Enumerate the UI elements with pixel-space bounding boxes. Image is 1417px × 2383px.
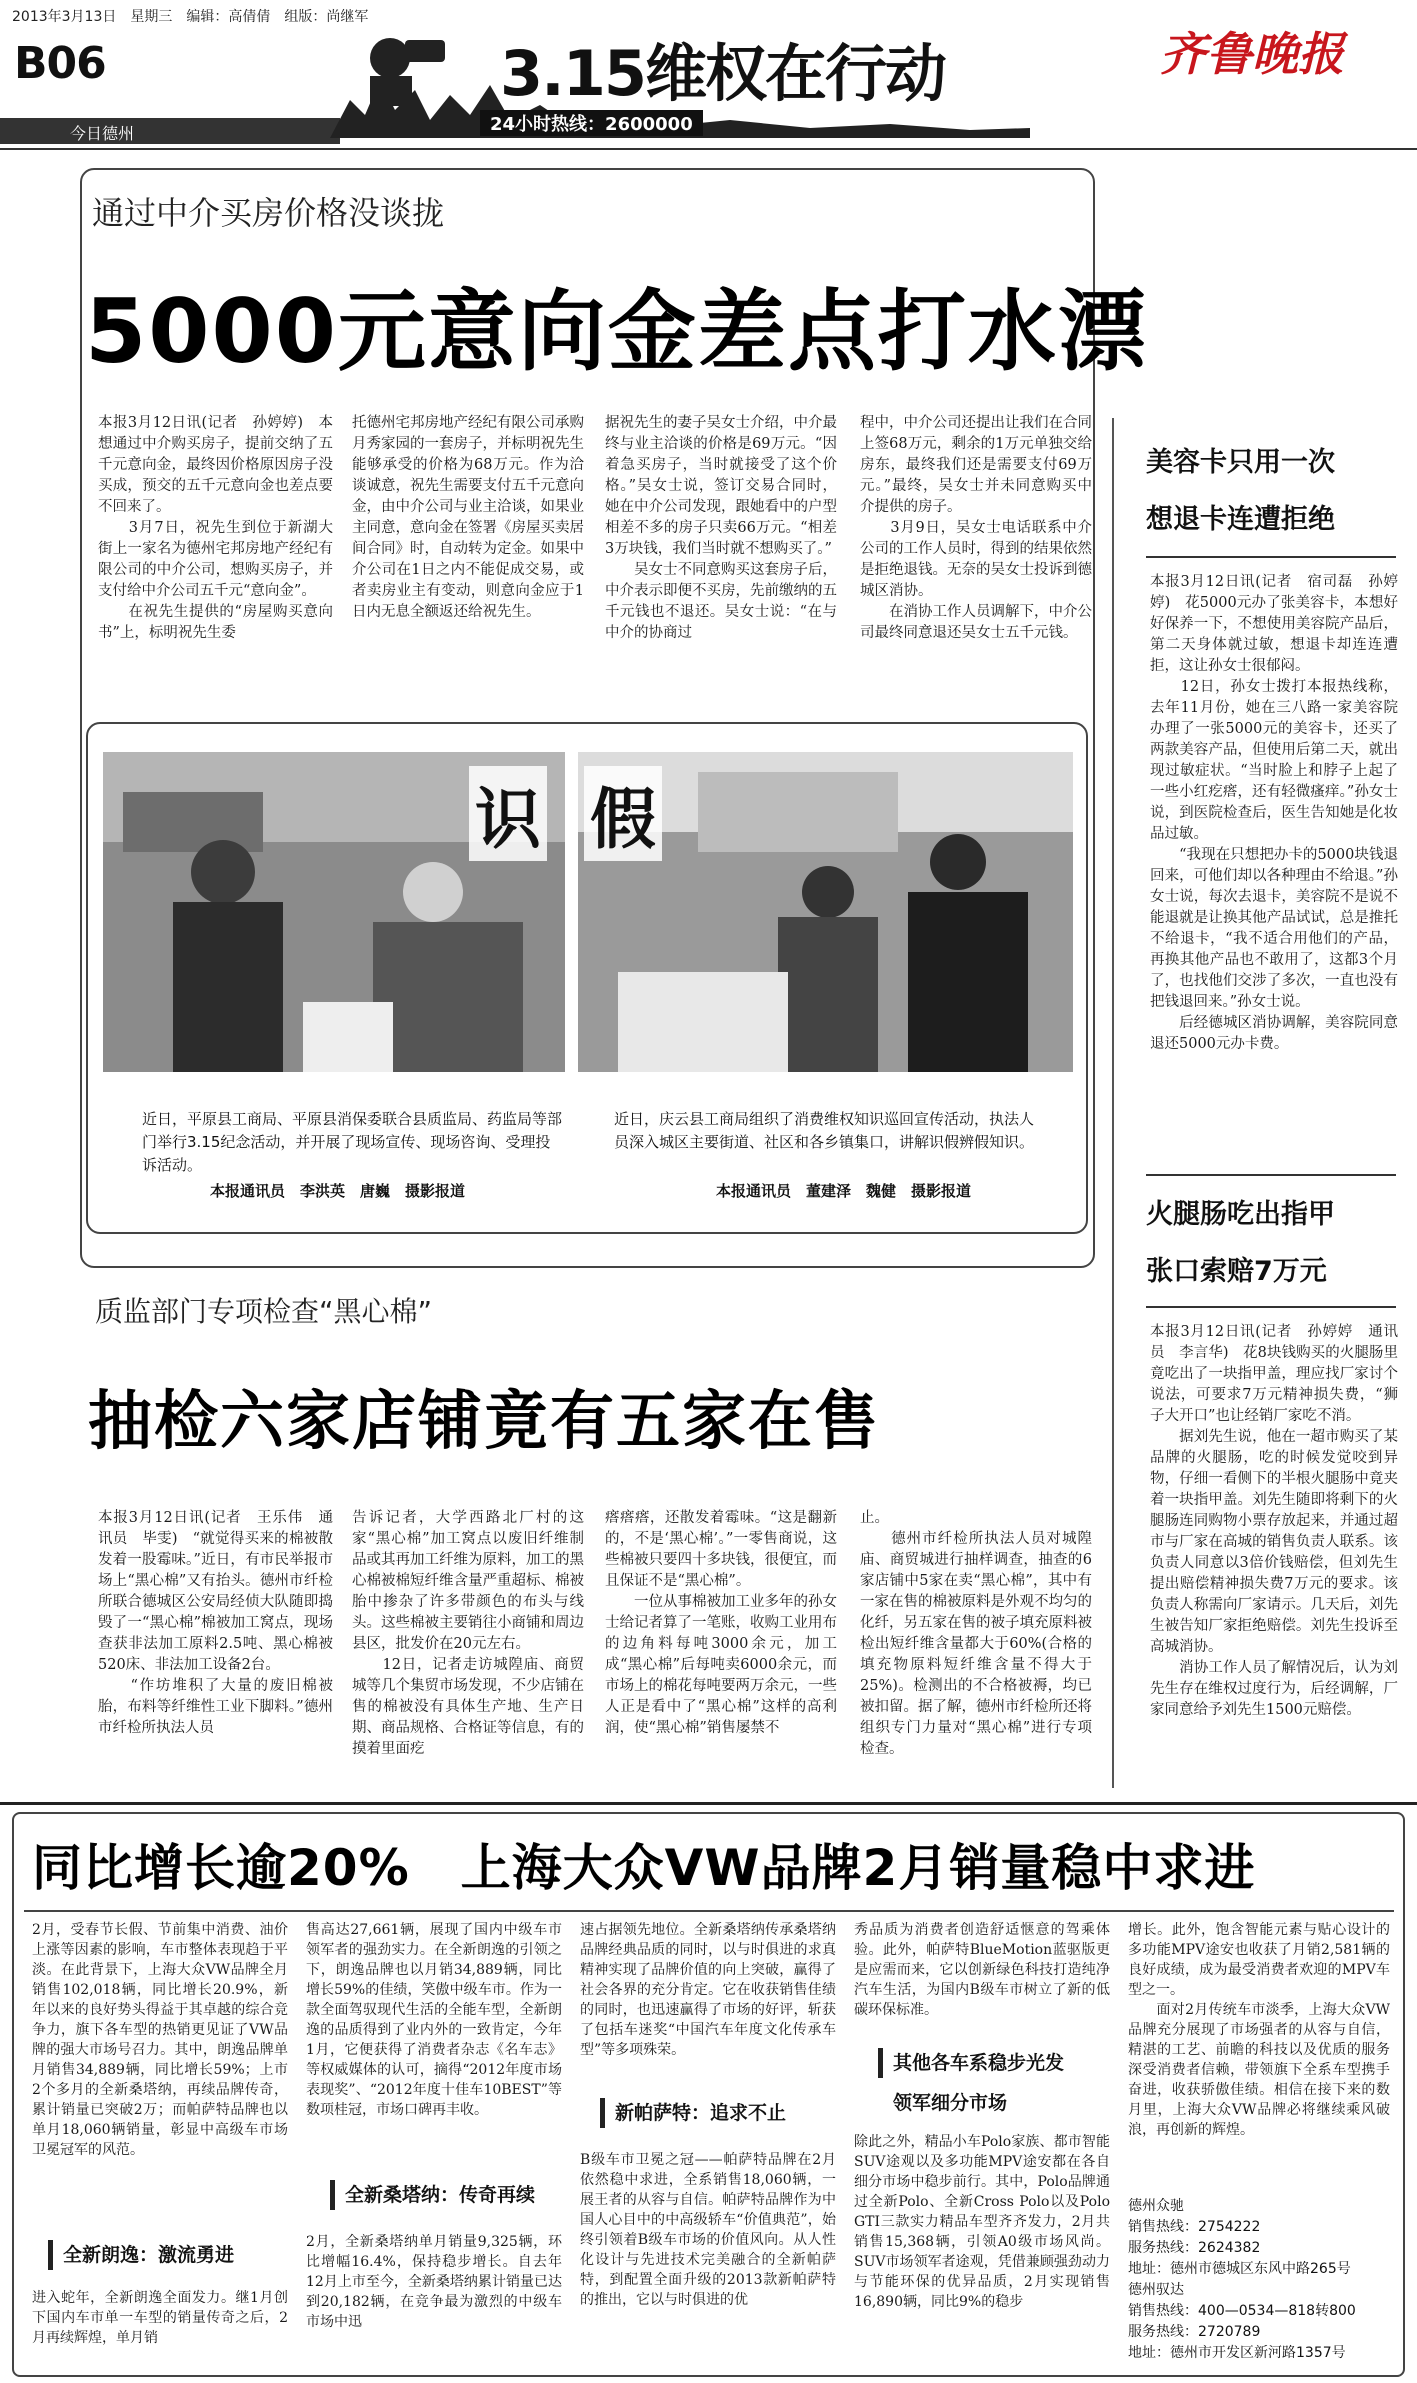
dealer-contacts: 德州众驰 销售热线：2754222 服务热线：2624382 地址：德州市德城区东风中路265号 德州驭达 销售热线：400—0534—818转800 服务热线：2720789 地址：德州市开发区新河路1357号: [1128, 2198, 1356, 2361]
story3-subhead4-line1: 其他各车系稳步光发: [878, 2048, 1064, 2078]
story2-col1: 本报3月12日讯(记者 王乐伟 通讯员 毕雯) “就觉得买来的棉被散发着一股霉味。”近日，有市民举报市场上“黑心棉”又有抬头。德州市纤检所联合德城区公安局经侦大队随即捣毁了一“黑心棉”棉被加工窝点，现场查获非法加工原料2.5吨、黑心棉被520床、非法加工设备2台。 “作坊堆积了大量的废旧棉被胎，布料等纤维性工业下脚料。”德州市纤检所执法人员: [98, 1510, 333, 1736]
side1-body: 本报3月12日讯(记者 宿司磊 孙婷婷) 花5000元办了张美容卡，本想好好保养一下，不想使用美容院产品后，第二天身体就过敏，想退卡却连连遭拒，这让孙女士很郁闷。 12日，孙女士拨打本报热线称，去年11月份，她在三八路一家美容院办理了一张5000元的美容卡，还买了两款美容产品，但使用后第二天，就出现过敏症状。“当时脸上和脖子上起了一些小红疙瘩，还有轻微瘙痒。”孙女士说，到医院检查后，医生告知她是化妆品过敏。 “我现在只想把办卡的5000块钱退回来，可他们却以各种理由不给退。”孙女士说，每次去退卡，美容院不是说不能退就是让换其他产品试试，总是推托不给退卡，“我不适合用他们的产品，再换其他产品也不敢用了，这都3个月了，也找他们交涉了多次，一直也没有把钱退回来。”孙女士说。 后经德城区消协调解，美容院同意退还5000元办卡费。: [1150, 574, 1398, 1052]
date-line: 2013年3月13日 星期三 编辑：高倩倩 组版：尚继军: [12, 9, 369, 25]
story3-col4b: 除此之外，精品小车Polo家族、都市智能SUV途观以及多功能MPV途安都在各自细分市场中稳步前行。其中，Polo品牌通过全新Polo、全新Cross Polo以及Polo GTI三款实力精品车型齐齐发力，2月共销售15,368辆，引领A0级市场风尚。SUV市场领军者途观，凭借兼顾强劲动力与节能环保的优异品质，2月实现销售16,890辆，同比9%的稳步: [854, 2134, 1110, 2310]
photo-left: [103, 752, 565, 1072]
story3-col3b: B级车市卫冕之冠——帕萨特品牌在2月依然稳中求进，全系销售18,060辆，一展王者的从容与自信。帕萨特品牌作为中国人心目中的中高级轿车“价值典范”，始终引领着B级车市场的价值风向。从人性化设计与先进技术完美融合的全新帕萨特，到配置全面升级的2013款新帕萨特的推出，它以与时俱进的优: [580, 2152, 836, 2308]
header-divider: [0, 148, 1417, 150]
story2-col2: 告诉记者，大学西路北厂村的这家“黑心棉”加工窝点以废旧纤维制品或其再加工纤维为原料，加工的黑心棉被棉短纤维含量严重超标、棉被胎中掺杂了许多带颜色的布头与线头。这些棉被主要销往小商铺和周边县区，批发价在20元左右。 12日，记者走访城隍庙、商贸城等几个集贸市场发现，不少店铺在售的棉被没有具体生产地、生产日期、商品规格、合格证等信息，有的摸着里面疙: [352, 1510, 584, 1757]
story3-subhead1: 全新朗逸：激流勇进: [48, 2240, 234, 2270]
banner-hotline: 24小时热线：2600000: [480, 110, 703, 136]
story1-col1: 本报3月12日讯(记者 孙婷婷) 本想通过中介购买房子，提前交纳了五千元意向金，最终因价格原因房子没买成，预交的五千元意向金也差点要不回来了。 3月7日，祝先生到位于新湖大街上一家名为德州宅邦房地产经纪有限公司的中介公司，想购买房子，并支付给中介公司五千元“意向金”。 在祝先生提供的“房屋购买意向书”上，标明祝先生委: [98, 415, 333, 641]
side1-rule: [1146, 556, 1396, 558]
photo-credit-right: 本报通讯员 董建泽 魏健 摄影报道: [716, 1182, 972, 1200]
story3-col5: 增长。此外，饱含智能元素与贴心设计的多功能MPV途安也收获了月销2,581辆的良好成绩，成为最受消费者欢迎的MPV车型之一。 面对2月传统车市淡季，上海大众VW品牌充分展现了市场强者的从容与自信，精湛的工艺、前瞻的科技以及优质的服务深受消费者信赖，带领旗下全系车型携手奋进，收获骄傲佳绩。相信在接下来的数月里，上海大众VW品牌必将继续乘风破浪，再创新的辉煌。: [1128, 1922, 1390, 2138]
story3-subhead4-line2: 领军细分市场: [893, 2092, 1008, 2114]
story2-col4: 止。 德州市纤检所执法人员对城隍庙、商贸城进行抽样调查，抽查的6家店铺中5家在卖“黑心棉”，其中有一家在售的棉被原料是外观不均匀的化纤，另五家在售的被子填充原料被检出短纤维含量都大于60%(合格的填充物原料短纤维含量不得大于25%)。检测出的不合格被褥，均已被扣留。据了解，德州市纤检所还将组织专门力量对“黑心棉”进行专项检查。: [860, 1510, 1092, 1757]
side1-title-line2: 想退卡连遭拒绝: [1146, 504, 1335, 535]
photo-label-right: 假: [584, 766, 662, 861]
section-bar: [0, 118, 340, 144]
story1-headline: 5000元意向金差点打水漂: [85, 280, 1148, 383]
newspaper-logo: 齐鲁晚报: [1160, 27, 1344, 81]
story3-col1b: 进入蛇年，全新朗逸全面发力。继1月创下国内车市单一车型的销量传奇之后，2月再续辉煌，单月销: [32, 2290, 288, 2346]
photo-credit-left: 本报通讯员 李洪英 唐巍 摄影报道: [210, 1182, 466, 1200]
story3-rule-top: [0, 1802, 1417, 1805]
page-number: B06: [14, 38, 106, 89]
story2-col3: 瘩瘩瘩，还散发着霉味。“这是翻新的，不是‘黑心棉’。”一零售商说，这些棉被只要四十多块钱，很便宜，而且保证不是“黑心棉”。 一位从事棉被加工业多年的孙女士给记者算了一笔账，收购工业用布的边角料每吨3000余元，加工成“黑心棉”后每吨卖6000余元，而市场上的棉花每吨要两万余元，一些人正是看中了“黑心棉”这样的高利润，使“黑心棉”销售屡禁不: [605, 1510, 837, 1736]
story3-rule: [24, 1910, 1394, 1912]
story1-col3: 据祝先生的妻子吴女士介绍，中介最终与业主洽谈的价格是69万元。“因着急买房子，当时就接受了这个价格。”吴女士说，签订交易合同时，她在中介公司发现，跟她看中的户型相差不多的房子只卖66万元。“相差3万块钱，我们当时就不想购买了。” 吴女士不同意购买这套房子后，中介表示即便不买房，先前缴纳的五千元钱也不退还。吴女士说：“在与中介的协商过: [605, 415, 837, 641]
story1-col2: 托德州宅邦房地产经纪有限公司承购月秀家园的一套房子，并标明祝先生能够承受的价格为68万元。作为洽谈诚意，祝先生需要支付五千元意向金，由中介公司与业主洽谈，如果业主同意，意向金在签署《房屋买卖居间合同》时，自动转为定金。如果中介公司在1日之内不能促成交易，或者卖房业主有变动，则意向金应于1日内无息全额返还给祝先生。: [352, 415, 584, 620]
side2-rule: [1146, 1306, 1396, 1308]
banner-title: 3.15维权在行动: [500, 37, 945, 110]
photo-caption-right: 近日，庆云县工商局组织了消费维权知识巡回宣传活动，执法人员深入城区主要街道、社区和各乡镇集口，讲解识假辨假知识。: [614, 1110, 1035, 1151]
story1-kicker: 通过中介买房价格没谈拢: [92, 194, 445, 232]
story3-col1: 2月，受春节长假、节前集中消费、油价上涨等因素的影响，车市整体表现趋于平淡。在此背景下，上海大众VW品牌全月销售102,018辆，同比增长20.9%，新年以来的良好势头得益于其卓越的综合竞争力，旗下各车型的热销更见证了VW品牌的强大市场号召力。其中，朗逸品牌单月销售34,889辆，同比增长59%；上市2个多月的全新桑塔纳，再续品牌传奇，累计销量已突破2万；而帕萨特品牌也以单月18,060辆销量，彰显中高级车市场卫冕冠军的风范。: [32, 1922, 288, 2158]
photo-label-left: 识: [469, 766, 547, 861]
story3-subhead3: 新帕萨特：追求不止: [600, 2098, 786, 2128]
side1-title-line1: 美容卡只用一次: [1146, 447, 1335, 478]
section-label: 今日德州: [70, 124, 135, 143]
story3-col2b: 2月，全新桑塔纳单月销量9,325辆，环比增幅16.4%，保持稳步增长。自去年12月上市至今，全新桑塔纳累计销量已达到20,182辆，在竞争最为激烈的中级车市场中迅: [306, 2234, 562, 2330]
side2-rule-top: [1146, 1174, 1396, 1176]
story3-subhead2: 全新桑塔纳：传奇再续: [330, 2180, 535, 2210]
banner: [330, 20, 1030, 138]
side2-body: 本报3月12日讯(记者 孙婷婷 通讯员 李言华) 花8块钱购买的火腿肠里竟吃出了一块指甲盖，理应找厂家讨个说法，可要求7万元精神损失费，“狮子大开口”也让经销厂家吃不消。 据刘先生说，他在一超市购买了某品牌的火腿肠，吃的时候发觉咬到异物，仔细一看侧下的半根火腿肠中竟夹着一块指甲盖。刘先生随即将剩下的火腿肠连同购物小票存放起来，并通过超市与厂家在高城的销售负责人联系。该负责人同意以3倍价钱赔偿，但刘先生提出赔偿精神损失费7万元的要求。该负责人称需向厂家请示。几天后，刘先生被告知厂家拒绝赔偿。刘先生投诉至高城消协。 消协工作人员了解情况后，认为刘先生存在维权过度行为，后经调解，厂家同意给予刘先生1500元赔偿。: [1150, 1324, 1398, 1718]
side2-title-line1: 火腿肠吃出指甲: [1146, 1199, 1335, 1230]
photo-caption-left: 近日，平原县工商局、平原县消保委联合县质监局、药监局等部门举行3.15纪念活动，并开展了现场宣传、现场咨询、受理投诉活动。: [142, 1110, 563, 1174]
side2-title-line2: 张口索赔7万元: [1146, 1256, 1327, 1287]
story3-headline: 同比增长逾20% 上海大众VW品牌2月销量稳中求进: [32, 1839, 1256, 1897]
story2-headline: 抽检六家店铺竟有五家在售: [88, 1385, 880, 1459]
sidebar-rule: [1112, 418, 1114, 1788]
story3-col4: 秀品质为消费者创造舒适惬意的驾乘体验。此外，帕萨特BlueMotion蓝驱版更是应需而来，它以创新绿色科技打造纯净汽车生活，为国内B级车市树立了新的低碳环保标准。: [854, 1922, 1110, 2018]
story3-col3: 速占据领先地位。全新桑塔纳传承桑塔纳品牌经典品质的同时，以与时俱进的求真精神实现了品牌价值的向上突破，赢得了社会各界的充分肯定。它在收获销售佳绩的同时，也迅速赢得了市场的好评，斩获了包括车迷奖“中国汽车年度文化传承车型”等多项殊荣。: [580, 1922, 836, 2058]
photo-right: [578, 752, 1073, 1072]
story1-col4: 程中，中介公司还提出让我们在合同上签68万元，剩余的1万元单独交给房东，最终我们还是需要支付69万元。”最终，吴女士并未同意购买中介提供的房子。 3月9日，吴女士电话联系中介公司的工作人员时，得到的结果依然是拒绝退钱。无奈的吴女士投诉到德城区消协。 在消协工作人员调解下，中介公司最终同意退还吴女士五千元钱。: [860, 415, 1092, 641]
story3-col2: 售高达27,661辆，展现了国内中级车市领军者的强劲实力。在全新朗逸的引领之下，朗逸品牌也以月销34,889辆，同比增长59%的佳绩，笑傲中级车市。作为一款全面驾驭现代生活的全能车型，全新朗逸的品质得到了业内外的一致肯定，今年1月，它便获得了消费者杂志《名车志》等权威媒体的认可，摘得“2012年度市场表现奖”、“2012年度十佳车10BEST”等数项桂冠，市场口碑再丰收。: [306, 1922, 562, 2118]
story2-kicker: 质监部门专项检查“黑心棉”: [95, 1295, 433, 1328]
